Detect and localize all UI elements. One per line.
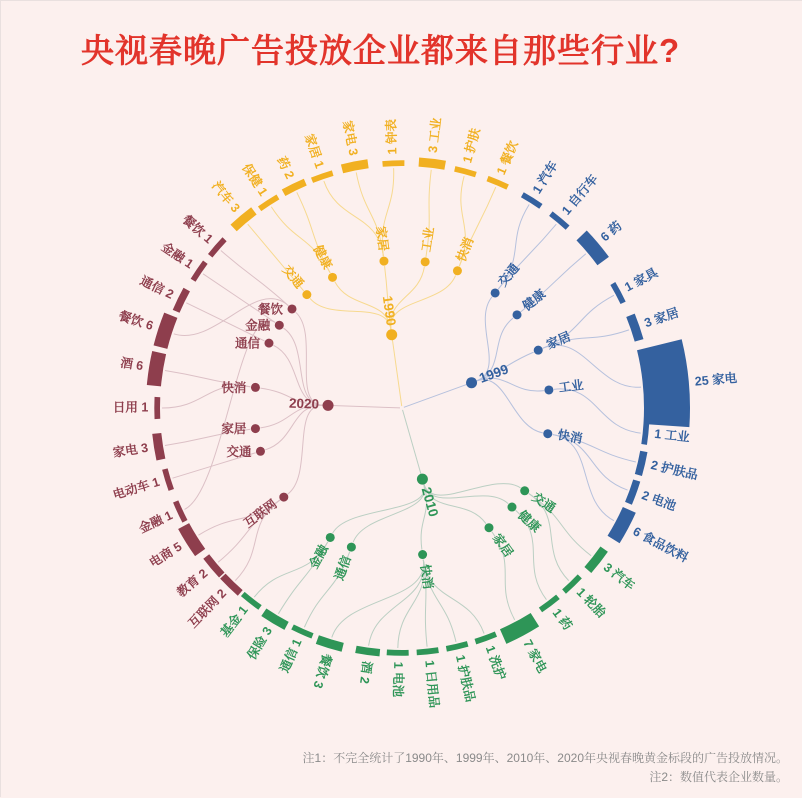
branch-link [265, 405, 323, 450]
category-node [251, 424, 260, 433]
industry-label: 3 汽车 [601, 559, 639, 593]
industry-label: 6 食品饮料 [631, 523, 692, 565]
branch-link [310, 298, 391, 329]
industry-label: 1 钟表 [383, 118, 399, 154]
industry-label: 通信 1 [276, 636, 304, 675]
industry-arc-segment [193, 262, 205, 280]
industry-label: 家电 3 [340, 119, 361, 157]
category-node [520, 486, 529, 495]
category-label: 交通 [226, 444, 252, 459]
industry-arc-segment [488, 179, 508, 188]
industry-arc-segment [551, 214, 568, 228]
category-label: 快消 [418, 563, 436, 590]
industry-arc-segment [210, 239, 224, 256]
industry-arc-segment [659, 345, 667, 426]
industry-label: 1 日用品 [422, 660, 441, 710]
industry-label: 餐饮 6 [116, 307, 155, 333]
industry-arc-segment [455, 169, 476, 175]
industry-label: 1 护肤品 [453, 653, 479, 704]
category-label: 快消 [453, 235, 476, 264]
industry-arc-segment [503, 620, 535, 637]
root-link [328, 405, 400, 408]
industry-arc-segment [206, 556, 222, 575]
category-node [484, 523, 493, 532]
industry-label: 1 家具 [622, 264, 661, 294]
year-node-2020 [323, 400, 334, 411]
industry-arc-segment [284, 182, 306, 193]
industry-arc-segment [154, 353, 159, 386]
year-label-1990: 1990 [380, 295, 399, 327]
industry-arc-segment [260, 197, 278, 209]
category-label: 快消 [557, 427, 585, 446]
industry-arc-segment [165, 469, 171, 490]
industry-arc-segment [419, 162, 445, 165]
industry-arc-segment [540, 597, 557, 610]
leaf-link [184, 320, 275, 509]
industry-arc-segment [614, 510, 630, 540]
industry-label: 电动车 1 [111, 474, 161, 502]
category-node [543, 429, 552, 438]
industry-label: 1 汽车 [529, 158, 561, 196]
category-node [507, 503, 516, 512]
industry-arc-segment [160, 315, 170, 347]
category-label: 工业 [419, 226, 437, 253]
industry-label: 2 电池 [640, 487, 679, 513]
branch-link [333, 484, 425, 533]
year-node-2010 [417, 474, 428, 485]
industry-arc-segment [312, 173, 333, 180]
year-node-1999 [466, 377, 477, 388]
industry-label: 1 护肤 [459, 126, 483, 165]
category-node [418, 550, 427, 559]
category-label: 家居 [544, 328, 573, 352]
category-label: 家居 [490, 531, 517, 560]
category-node [453, 266, 462, 275]
branch-link [353, 484, 424, 542]
category-node [544, 385, 553, 394]
footnotes [303, 749, 788, 787]
page-title: 央视春晚广告投放企业都来自那些行业? [81, 25, 680, 72]
industry-label: 6 药 [597, 218, 625, 245]
category-node [256, 447, 265, 456]
category-label: 健康 [519, 286, 549, 314]
industry-label: 1 餐饮 [493, 138, 521, 177]
industry-arc-segment [644, 423, 646, 445]
category-node [328, 273, 337, 282]
year-node-1990 [386, 329, 397, 340]
year-label-1999: 1999 [477, 361, 510, 385]
industry-arc-segment [446, 644, 467, 649]
industry-arc-segment [176, 501, 185, 521]
industry-arc-segment [234, 211, 254, 228]
branch-link [424, 484, 521, 496]
category-node [421, 257, 430, 266]
category-label: 交通 [529, 489, 559, 516]
industry-label: 日用 1 [113, 400, 148, 414]
industry-arc-segment [522, 195, 541, 207]
category-node [279, 493, 288, 502]
industry-arc-segment [264, 612, 287, 626]
category-label: 餐饮 [257, 301, 284, 316]
industry-label: 1 药 [550, 605, 576, 633]
industry-label: 酒 6 [119, 355, 144, 373]
industry-arc-segment [317, 640, 342, 648]
category-node [264, 339, 273, 348]
year-label-2020: 2020 [289, 396, 320, 412]
industry-label: 电商 5 [146, 539, 184, 571]
branch-link [476, 380, 543, 433]
industry-label: 酒 2 [357, 660, 375, 685]
industry-arc-segment [184, 526, 201, 552]
industry-label: 保健 1 [239, 161, 271, 199]
leaf-link [553, 435, 614, 521]
footnote-1: 注1：不完全统计了1990年、1999年、2010年、2020年央视春晚黄金标段的广告投放情况。 [303, 749, 788, 768]
category-node [379, 257, 388, 266]
industry-label: 互联网 2 [185, 586, 229, 631]
root-link [404, 383, 472, 408]
industry-label: 3 工业 [426, 116, 444, 153]
category-node [347, 543, 356, 552]
category-label: 健康 [310, 241, 336, 271]
industry-label: 汽车 3 [209, 178, 243, 215]
leaf-link [554, 389, 641, 433]
category-label: 金融 [306, 542, 331, 572]
links-layer [162, 168, 641, 648]
category-node [491, 288, 500, 297]
industry-arc-segment [342, 164, 368, 169]
category-label: 健康 [514, 507, 544, 536]
industry-label: 通信 2 [138, 273, 176, 302]
industry-label: 1 工业 [654, 427, 691, 445]
industry-arc-segment [638, 451, 643, 475]
category-label: 交通 [495, 260, 523, 289]
category-node [288, 304, 297, 313]
category-node [251, 383, 260, 392]
industry-label: 2 护肤品 [649, 457, 700, 483]
category-node [302, 290, 311, 299]
category-label: 工业 [558, 378, 585, 395]
category-node [326, 533, 335, 542]
industry-arc-segment [293, 627, 313, 636]
industry-label: 1 轮胎 [574, 584, 610, 620]
year-label-2010: 2010 [419, 485, 442, 518]
industry-label: 药 2 [274, 154, 298, 181]
industry-arc-segment [176, 290, 187, 312]
industry-label: 餐饮 1 [179, 211, 216, 246]
industry-arc-segment [157, 433, 161, 459]
footnote-2: 注2：数值代表企业数量。 [303, 768, 788, 787]
category-node [513, 310, 522, 319]
radial-industry-chart [1, 1, 802, 798]
industry-arc-segment [383, 163, 405, 164]
industry-arc-segment [628, 481, 636, 504]
category-label: 互联网 [241, 496, 280, 531]
industry-label: 家电 3 [112, 440, 149, 460]
category-label: 交通 [280, 262, 308, 291]
industry-label: 保险 3 [244, 624, 275, 662]
industry-label: 3 家居 [642, 304, 681, 330]
industry-label: 家居 1 [302, 132, 328, 170]
industry-label: 金融 1 [159, 239, 197, 271]
branch-link [296, 312, 323, 405]
root-link [392, 335, 402, 406]
industry-label: 餐饮 3 [310, 651, 335, 690]
industry-label: 1 电池 [391, 662, 407, 698]
root-link [403, 410, 423, 479]
industry-arc-segment [630, 315, 639, 340]
industry-label: 教育 2 [173, 565, 211, 600]
category-label: 通信 [331, 553, 354, 582]
category-node [534, 346, 543, 355]
industry-label: 25 家电 [694, 370, 738, 389]
industry-arc-segment [582, 235, 604, 261]
industry-arc-segment [417, 650, 439, 652]
branch-link [288, 405, 323, 494]
leaf-link [324, 181, 383, 256]
industry-label: 基金 1 [217, 603, 251, 640]
leaf-link [221, 251, 288, 306]
industry-label: 1 自行车 [558, 171, 601, 218]
industry-arc-segment [613, 284, 623, 303]
arcs-layer [154, 162, 667, 653]
industry-label: 金融 1 [136, 507, 174, 536]
industry-arc-segment [356, 649, 380, 652]
category-label: 通信 [235, 336, 261, 351]
category-label: 家居 [221, 421, 247, 436]
industry-label: 1 洗护 [483, 643, 509, 682]
category-label: 金融 [245, 318, 271, 333]
industry-arc-segment [475, 634, 496, 641]
category-label: 快消 [221, 380, 247, 395]
category-node [275, 321, 284, 330]
industry-label: 7 家电 [520, 637, 550, 676]
category-label: 家居 [373, 225, 391, 252]
industry-arc-segment [243, 594, 260, 607]
industry-arc-segment [588, 549, 604, 570]
